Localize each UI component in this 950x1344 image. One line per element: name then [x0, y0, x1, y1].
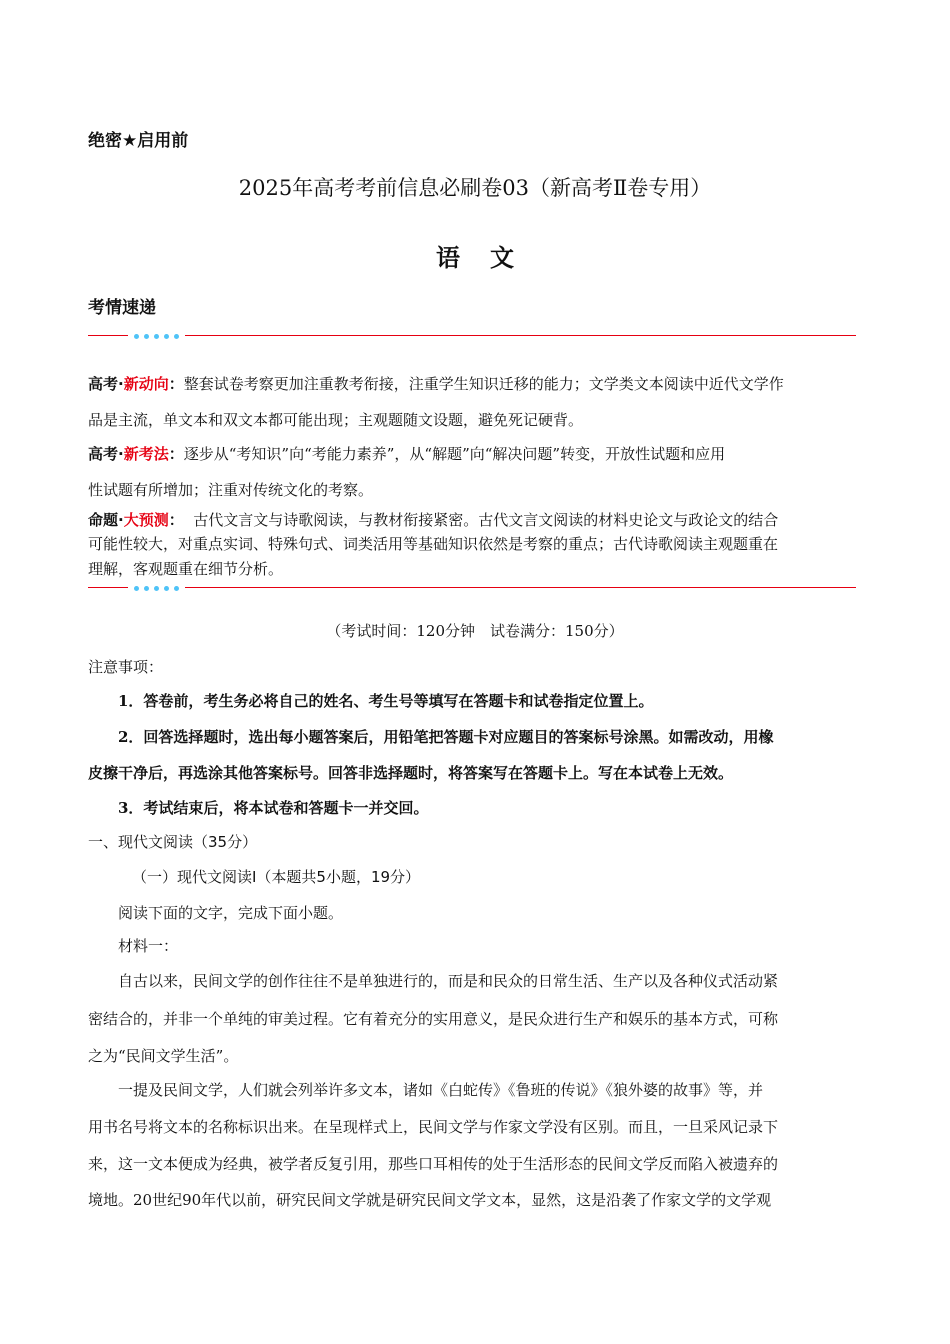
info-block-method: 高考·新考法：逐步从“考知识”向“考能力素养”，从“解题”向“解决问题”转变，开放性试题和应用 性试题有所增加；注重对传统文化的考察。 [88, 436, 864, 508]
paragraph-line: 自古以来，民间文学的创作往往不是单独进行的，而是和民众的日常生活、生产以及各种仪式活动紧 [118, 972, 779, 990]
info-key-highlight: 新动向 [123, 375, 169, 393]
info-key-prefix: 命题· [88, 511, 124, 529]
paragraph-line: 密结合的，并非一个单纯的审美过程。它有着充分的实用意义，是民众进行生产和娱乐的基本方式，可称 [88, 1010, 779, 1028]
info-text-line: 逐步从“考知识”向“考能力素养”，从“解题”向“解决问题”转变，开放性试题和应用 [183, 445, 726, 463]
info-text-line: 理解，客观题重在细节分析。 [88, 560, 284, 578]
reading-instruction: 阅读下面的文字，完成下面小题。 [118, 904, 344, 922]
confidential-label: 绝密★启用前 [88, 131, 189, 151]
notice-item: 2．回答选择题时，选出每小题答案后，用铅笔把答题卡对应题目的答案标号涂黑。如需改动，用橡 [118, 728, 774, 746]
info-text-line: 性试题有所增加；注重对传统文化的考察。 [88, 481, 374, 499]
info-block-prediction: 命题·大预测： 古代文言文与诗歌阅读，与教材衔接紧密。古代文言文阅读的材料史论文与政论文的结合 可能性较大，对重点实词、特殊句式、词类活用等基础知识依然是考察的重点；古代诗歌阅读主观题重在 理解，客观题重在细节分析。 [88, 508, 864, 582]
info-key-prefix: 高考· [88, 375, 124, 393]
paragraph-line: 境地。20世纪90年代以前，研究民间文学就是研究民间文学文本，显然，这是沿袭了作家文学的文学观 [88, 1191, 772, 1209]
dots-decoration [128, 331, 185, 341]
info-text-line: 品是主流，单文本和双文本都可能出现；主观题随文设题，避免死记硬背。 [88, 411, 584, 429]
subject-title: 语文 [436, 243, 544, 272]
info-text-line: 可能性较大，对重点实词、特殊句式、词类活用等基础知识依然是考察的重点；古代诗歌阅读主观题重在 [88, 535, 779, 553]
info-text-line: 整套试卷考察更加注重教考衔接，注重学生知识迁移的能力；文学类文本阅读中近代文学作 [183, 375, 784, 393]
part-one-title: 一、现代文阅读（35分） [88, 833, 258, 851]
material-label: 材料一： [118, 937, 179, 955]
notice-item: 3．考试结束后，将本试卷和答题卡一并交回。 [118, 799, 429, 817]
paragraph-line: 来，这一文本便成为经典，被学者反复引用，那些口耳相传的处于生活形态的民间文学反而陷入被遗弃的 [88, 1155, 779, 1173]
info-key-highlight: 大预测 [123, 511, 169, 529]
divider-bottom [88, 582, 856, 594]
info-key-highlight: 新考法 [123, 445, 169, 463]
notice-item: 1．答卷前，考生务必将自己的姓名、考生号等填写在答题卡和试卷指定位置上。 [118, 692, 654, 710]
divider-top [88, 330, 856, 342]
paragraph-line: 之为“民间文学生活”。 [88, 1047, 239, 1065]
exam-time-info: （考试时间：120分钟 试卷满分：150分） [326, 622, 624, 640]
paragraph-line: 一提及民间文学，人们就会列举许多文本，诸如《白蛇传》《鲁班的传说》《狼外婆的故事》等，并 [118, 1081, 764, 1099]
section-heading: 考情速递 [88, 298, 156, 318]
exam-title: 2025年高考考前信息必刷卷03（新高考Ⅱ卷专用） [238, 176, 712, 200]
info-key-prefix: 高考· [88, 445, 124, 463]
info-text-line: 古代文言文与诗歌阅读，与教材衔接紧密。古代文言文阅读的材料史论文与政论文的结合 [193, 511, 779, 529]
notice-item-continued: 皮擦干净后，再选涂其他答案标号。回答非选择题时，将答案写在答题卡上。写在本试卷上无效。 [88, 764, 734, 782]
notice-title: 注意事项： [88, 658, 164, 676]
info-block-trend: 高考·新动向：整套试卷考察更加注重教考衔接，注重学生知识迁移的能力；文学类文本阅读中近代文学作 品是主流，单文本和双文本都可能出现；主观题随文设题，避免死记硬背。 [88, 366, 864, 438]
part-one-subtitle: （一）现代文阅读Ⅰ（本题共5小题，19分） [132, 868, 421, 886]
dots-decoration [128, 583, 185, 593]
paragraph-line: 用书名号将文本的名称标识出来。在呈现样式上，民间文学与作家文学没有区别。而且，一旦采风记录下 [88, 1118, 779, 1136]
